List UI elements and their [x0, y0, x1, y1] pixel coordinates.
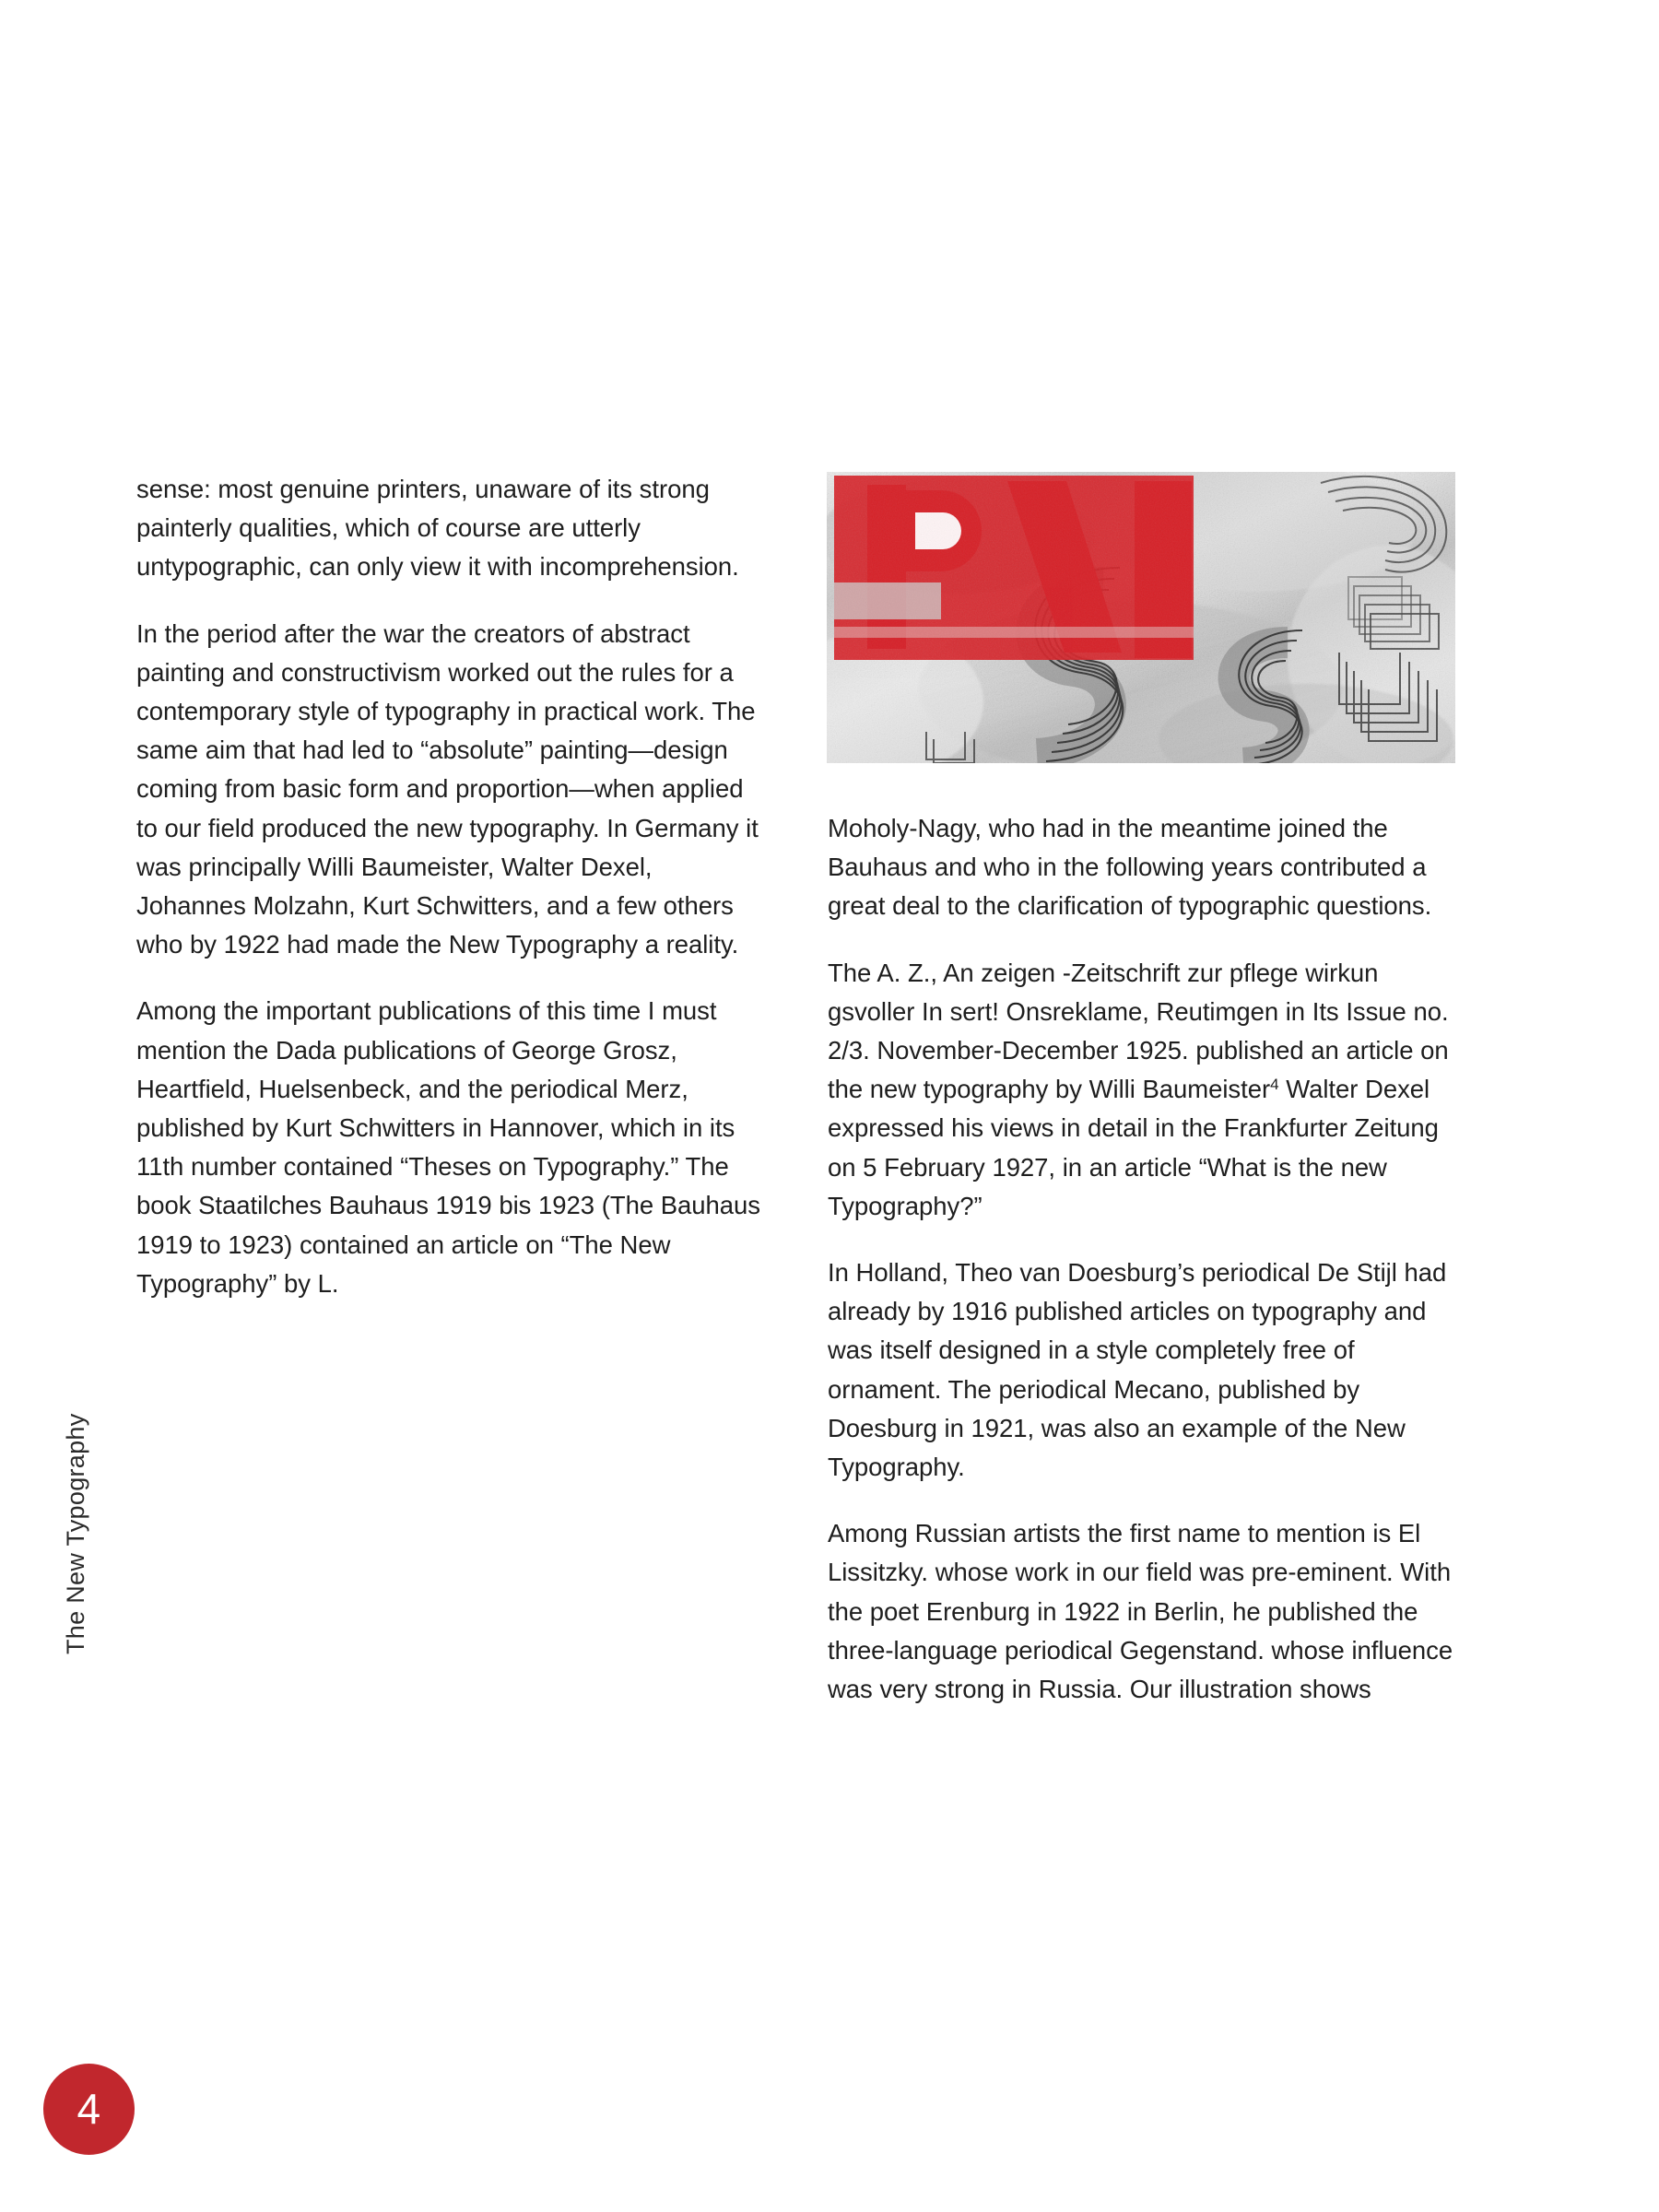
paragraph-text-before-footnote: The A. Z., An zeigen -Zeitschrift zur pflege wirkun gsvoller In sert! Onsreklame, Reutimgen in Its Issue no. 2/3. November-December 1925. published an article on the new typography by Willi Baumeister	[828, 958, 1449, 1104]
paragraph: Moholy-Nagy, who had in the meantime joined the Bauhaus and who in the following years contributed a great deal to the clarification of typographic questions.	[828, 814, 1432, 921]
paragraph: sense: most genuine printers, unaware of its strong painterly qualities, which of course are utterly untypographic, can only view it with incomprehension.	[136, 475, 739, 582]
text-column-left	[136, 470, 765, 1303]
page-number-badge: 4	[43, 2064, 135, 2155]
right-column-paragraph-stack	[828, 809, 1456, 1709]
footnote-marker[interactable]: 4	[1270, 1076, 1279, 1094]
paragraph-text-after-footnote: Walter Dexel expressed his views in detail in the Frankfurter Zeitung on 5 February 1927, in an article “What is the new Typography?”	[828, 1075, 1439, 1220]
article-body	[136, 470, 1456, 1982]
paragraph: In the period after the war the creators of abstract painting and constructivism worked out the rules for a contemporary style of typography in practical work. The same aim that had led to “absolute” painting—design coming from basic form and proportion—when applied to our field produced the new typography. In Germany it was principally Willi Baumeister, Walter Dexel, Johannes Molzahn, Kurt Schwitters, and a few others who by 1922 had made the New Typography a reality.	[136, 618, 759, 959]
paragraph: In Holland, Theo van Doesburg’s periodical De Stijl had already by 1916 published articles on typography and was itself designed in a style completely free of ornament. The periodical Mecano, published by Doesburg in 1921, was also an example of the New Typography.	[828, 1258, 1447, 1482]
paragraph: Among the important publications of this time I must mention the Dada publications of George Grosz, Heartfield, Huelsenbeck, and the periodical Merz, published by Kurt Schwitters in Hannover, which in its 11th number contained “Theses on Typography.” The book Staatilches Bauhaus 1919 bis 1923 (The Bauhaus 1919 to 1923) contained an article on “The New Typography” by L.	[136, 996, 760, 1298]
paragraph: Among Russian artists the first name to mention is El Lissitzky. whose work in our field was pre-eminent. With the poet Erenburg in 1922 in Berlin, he published the three-language periodical Gegenstand. whose influence was very strong in Russia. Our illustration shows	[828, 1519, 1453, 1704]
running-head-vertical: The New Typography	[62, 1413, 89, 1654]
text-column-right	[828, 470, 1456, 1709]
paragraph-with-footnote	[828, 954, 1456, 1226]
